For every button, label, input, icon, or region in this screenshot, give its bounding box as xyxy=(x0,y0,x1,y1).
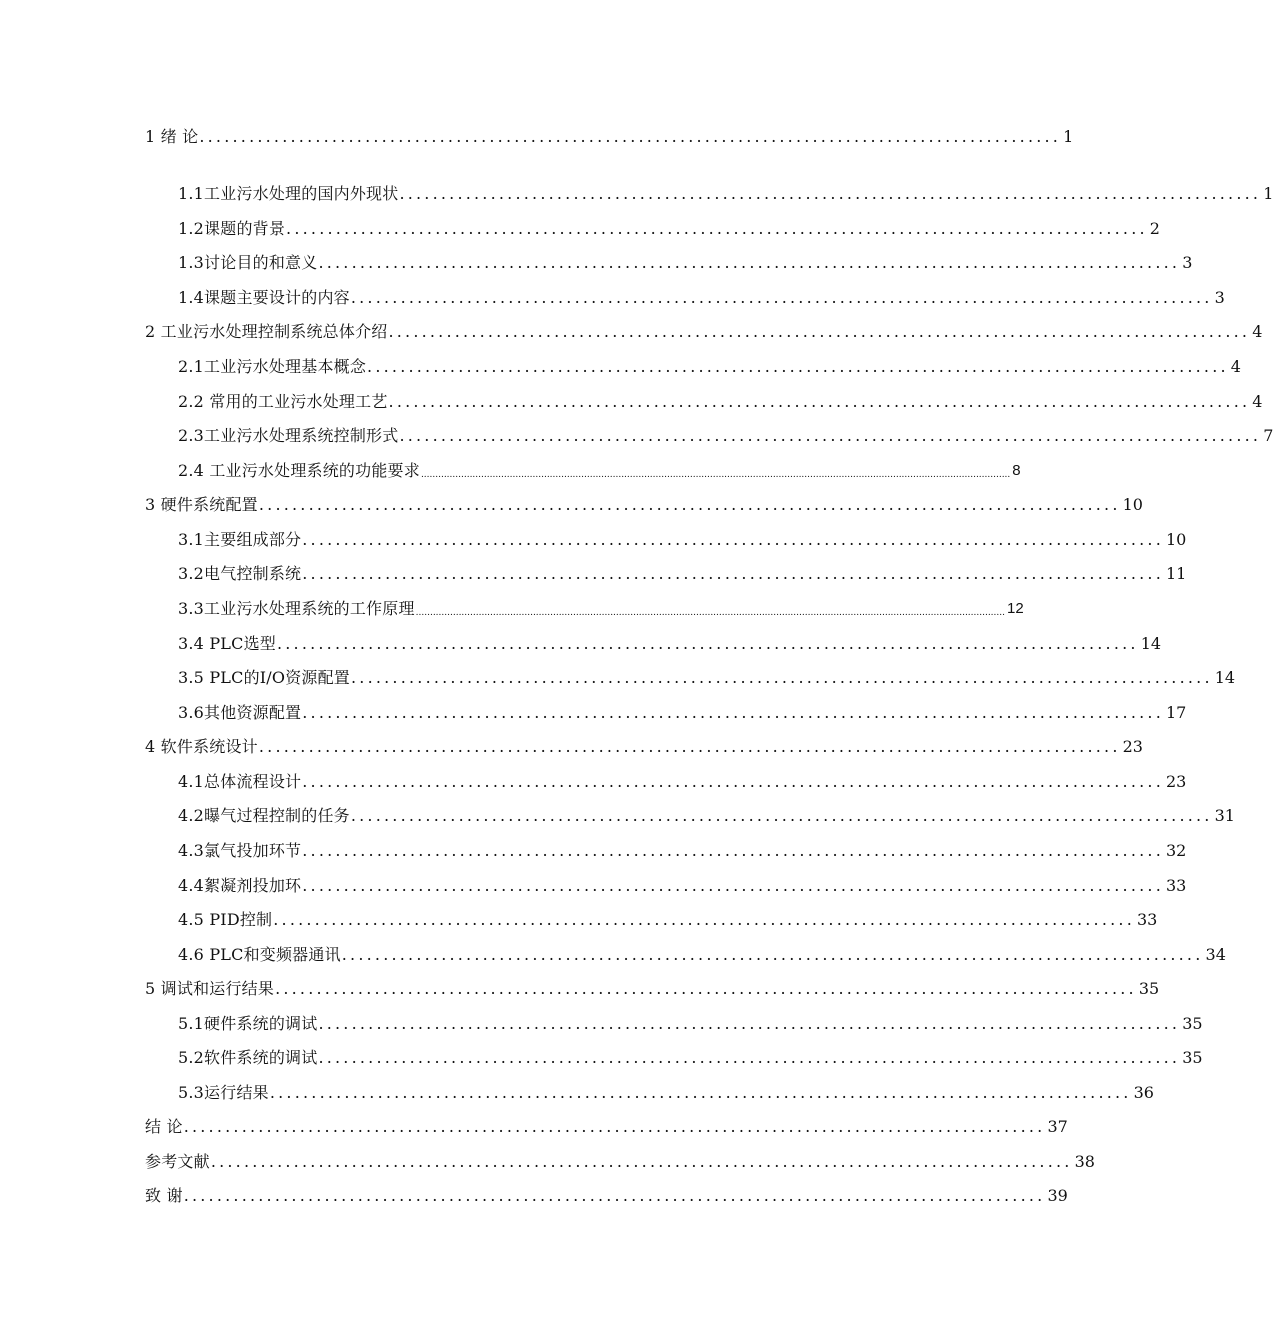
toc-page-number: 39 xyxy=(1047,1186,1068,1205)
toc-dot-leader: ........................................................................................................ xyxy=(258,495,1121,514)
toc-dot-leader: ........................................................................................................ xyxy=(258,737,1121,756)
toc-entry-references xyxy=(0,1149,1095,1175)
toc-dot-leader: ........................................................................................................ xyxy=(210,1152,1073,1171)
toc-entry-title: 4.6 PLC和变频器通讯 xyxy=(178,945,341,964)
toc-entry-chapter-1 xyxy=(0,124,1074,150)
toc-dot-leader: ........................................................................................................ xyxy=(388,392,1251,411)
toc-dot-leader: ........................................................................................................ xyxy=(350,288,1213,307)
toc-dot-leader: ........................................................................................................ xyxy=(350,806,1213,825)
toc-entry-conclusion xyxy=(0,1114,1068,1140)
toc-entry-title: 5.1硬件系统的调试 xyxy=(178,1014,318,1033)
toc-entry-section-2-3 xyxy=(0,423,1273,449)
toc-dot-leader: ........................................................................................................ xyxy=(302,703,1164,722)
toc-entry-section-3-3 xyxy=(0,596,1024,622)
toc-dot-leader: ........................................................................................................ xyxy=(341,945,1204,964)
toc-entry-title: 3.3工业污水处理系统的工作原理 xyxy=(178,599,415,618)
toc-entry-section-5-2 xyxy=(0,1045,1203,1071)
toc-page-number: 35 xyxy=(1138,979,1160,998)
toc-dot-leader: ........................................................................................................ xyxy=(275,979,1137,998)
toc-entry-section-4-4 xyxy=(0,873,1187,899)
toc-entry-section-3-2 xyxy=(0,561,1187,587)
toc-entry-title: 1.4课题主要设计的内容 xyxy=(178,288,350,307)
toc-entry-section-2-4 xyxy=(0,458,1021,484)
toc-dot-leader: ........................................................................................................ xyxy=(302,841,1164,860)
toc-page-number: 23 xyxy=(1166,772,1187,791)
toc-entry-section-1-2 xyxy=(0,216,1160,242)
toc-page-number: 33 xyxy=(1166,876,1187,895)
toc-page-number: 1 xyxy=(1263,184,1273,203)
toc-entry-section-5-1 xyxy=(0,1011,1203,1037)
toc-dot-leader: ........................................................................................................ xyxy=(302,772,1164,791)
toc-entry-title: 3.6其他资源配置 xyxy=(178,703,302,722)
toc-dot-leader: .............................................................................................................................................................................................................. xyxy=(415,608,1005,618)
toc-page-number: 10 xyxy=(1166,530,1187,549)
toc-dot-leader: ........................................................................................................ xyxy=(183,1117,1046,1136)
toc-dot-leader: ........................................................................................................ xyxy=(302,876,1164,895)
toc-page-number: 35 xyxy=(1182,1048,1203,1067)
toc-entry-section-2-1 xyxy=(0,354,1241,380)
toc-entry-title: 4 软件系统设计 xyxy=(145,737,258,756)
toc-entry-title: 4.5 PID控制 xyxy=(178,910,273,929)
toc-dot-leader: ........................................................................................................ xyxy=(367,357,1229,376)
toc-entry-title: 2.3工业污水处理系统控制形式 xyxy=(178,426,399,445)
toc-entry-title: 3.2电气控制系统 xyxy=(178,564,302,583)
toc-entry-title: 4.3氯气投加环节 xyxy=(178,841,302,860)
toc-page-number: 2 xyxy=(1149,219,1160,238)
toc-entry-chapter-3 xyxy=(0,492,1143,518)
toc-page-number: 12 xyxy=(1007,600,1024,617)
toc-entry-title: 3.1主要组成部分 xyxy=(178,530,302,549)
toc-entry-title: 5.3运行结果 xyxy=(178,1083,269,1102)
toc-entry-section-1-3 xyxy=(0,250,1193,276)
toc-page-number: 8 xyxy=(1012,462,1021,479)
toc-page-number: 4 xyxy=(1252,392,1263,411)
toc-page-number: 3 xyxy=(1182,253,1193,272)
toc-entry-title: 结 论 xyxy=(145,1117,183,1136)
toc-dot-leader: ........................................................................................................ xyxy=(318,1048,1181,1067)
toc-entry-title: 参考文献 xyxy=(145,1152,210,1171)
toc-dot-leader: ........................................................................................................ xyxy=(388,322,1251,341)
toc-page-number: 14 xyxy=(1140,634,1162,653)
toc-dot-leader: ........................................................................................................ xyxy=(276,634,1139,653)
toc-page-number: 1 xyxy=(1063,127,1074,146)
toc-entry-title: 1.1工业污水处理的国内外现状 xyxy=(178,184,399,203)
toc-dot-leader: ........................................................................................................ xyxy=(302,564,1164,583)
toc-page-number: 4 xyxy=(1252,322,1263,341)
toc-entry-title: 2.4 工业污水处理系统的功能要求 xyxy=(178,461,420,480)
toc-dot-leader: ........................................................................................................ xyxy=(199,127,1062,146)
toc-page-number: 33 xyxy=(1137,910,1158,929)
toc-entry-title: 2 工业污水处理控制系统总体介绍 xyxy=(145,322,388,341)
toc-entry-title: 4.2曝气过程控制的任务 xyxy=(178,806,350,825)
toc-dot-leader: ........................................................................................................ xyxy=(399,426,1262,445)
toc-entry-title: 4.1总体流程设计 xyxy=(178,772,302,791)
toc-entry-title: 1.2课题的背景 xyxy=(178,219,286,238)
toc-entry-title: 致 谢 xyxy=(145,1186,183,1205)
toc-page-number: 7 xyxy=(1263,426,1273,445)
toc-page-number: 14 xyxy=(1214,668,1236,687)
toc-entry-title: 4.4絮凝剂投加环 xyxy=(178,876,302,895)
toc-dot-leader: ........................................................................................................ xyxy=(286,219,1148,238)
toc-entry-section-4-5 xyxy=(0,907,1158,933)
toc-entry-section-3-1 xyxy=(0,527,1187,553)
toc-dot-leader: ........................................................................................................ xyxy=(318,253,1181,272)
toc-dot-leader: .............................................................................................................................................................................................................. xyxy=(420,470,1011,480)
toc-page-number: 11 xyxy=(1166,564,1187,583)
toc-entry-section-4-3 xyxy=(0,838,1187,864)
toc-entry-title: 1 绪 论 xyxy=(145,127,199,146)
toc-dot-leader: ........................................................................................................ xyxy=(269,1083,1132,1102)
toc-entry-section-3-5 xyxy=(0,665,1236,691)
toc-page-number: 23 xyxy=(1122,737,1143,756)
toc-entry-section-4-1 xyxy=(0,769,1187,795)
toc-page-number: 17 xyxy=(1166,703,1187,722)
toc-page-number: 34 xyxy=(1205,945,1226,964)
toc-entry-section-4-2 xyxy=(0,803,1235,829)
toc-entry-title: 2.2 常用的工业污水处理工艺 xyxy=(178,392,388,411)
toc-dot-leader: ........................................................................................................ xyxy=(183,1186,1046,1205)
toc-entry-section-3-6 xyxy=(0,700,1187,726)
toc-entry-title: 3.4 PLC选型 xyxy=(178,634,276,653)
toc-dot-leader: ........................................................................................................ xyxy=(318,1014,1181,1033)
toc-page-number: 32 xyxy=(1166,841,1187,860)
toc-page-number: 37 xyxy=(1047,1117,1068,1136)
toc-entry-section-1-1 xyxy=(0,181,1273,207)
toc-dot-leader: ........................................................................................................ xyxy=(273,910,1135,929)
toc-entry-title: 2.1工业污水处理基本概念 xyxy=(178,357,367,376)
toc-entry-title: 5 调试和运行结果 xyxy=(145,979,275,998)
toc-page-number: 31 xyxy=(1214,806,1235,825)
toc-entry-chapter-2 xyxy=(0,319,1263,345)
toc-entry-section-3-4 xyxy=(0,631,1162,657)
toc-entry-section-1-4 xyxy=(0,285,1225,311)
toc-page-number: 38 xyxy=(1074,1152,1095,1171)
toc-entry-section-4-6 xyxy=(0,942,1226,968)
toc-entry-title: 5.2软件系统的调试 xyxy=(178,1048,318,1067)
toc-page-number: 36 xyxy=(1133,1083,1154,1102)
toc-entry-section-5-3 xyxy=(0,1080,1154,1106)
toc-entry-acknowledgements xyxy=(0,1183,1068,1209)
toc-entry-title: 3 硬件系统配置 xyxy=(145,495,258,514)
toc-entry-section-2-2 xyxy=(0,389,1263,415)
toc-entry-title: 3.5 PLC的I/O资源配置 xyxy=(178,668,350,687)
toc-page-number: 3 xyxy=(1214,288,1225,307)
toc-entry-chapter-4 xyxy=(0,734,1143,760)
toc-dot-leader: ........................................................................................................ xyxy=(302,530,1164,549)
toc-page-number: 35 xyxy=(1182,1014,1203,1033)
toc-dot-leader: ........................................................................................................ xyxy=(399,184,1262,203)
toc-entry-chapter-5 xyxy=(0,976,1160,1002)
toc-entry-title: 1.3讨论目的和意义 xyxy=(178,253,318,272)
toc-page-number: 4 xyxy=(1230,357,1241,376)
toc-page-number: 10 xyxy=(1122,495,1143,514)
toc-dot-leader: ........................................................................................................ xyxy=(351,668,1213,687)
